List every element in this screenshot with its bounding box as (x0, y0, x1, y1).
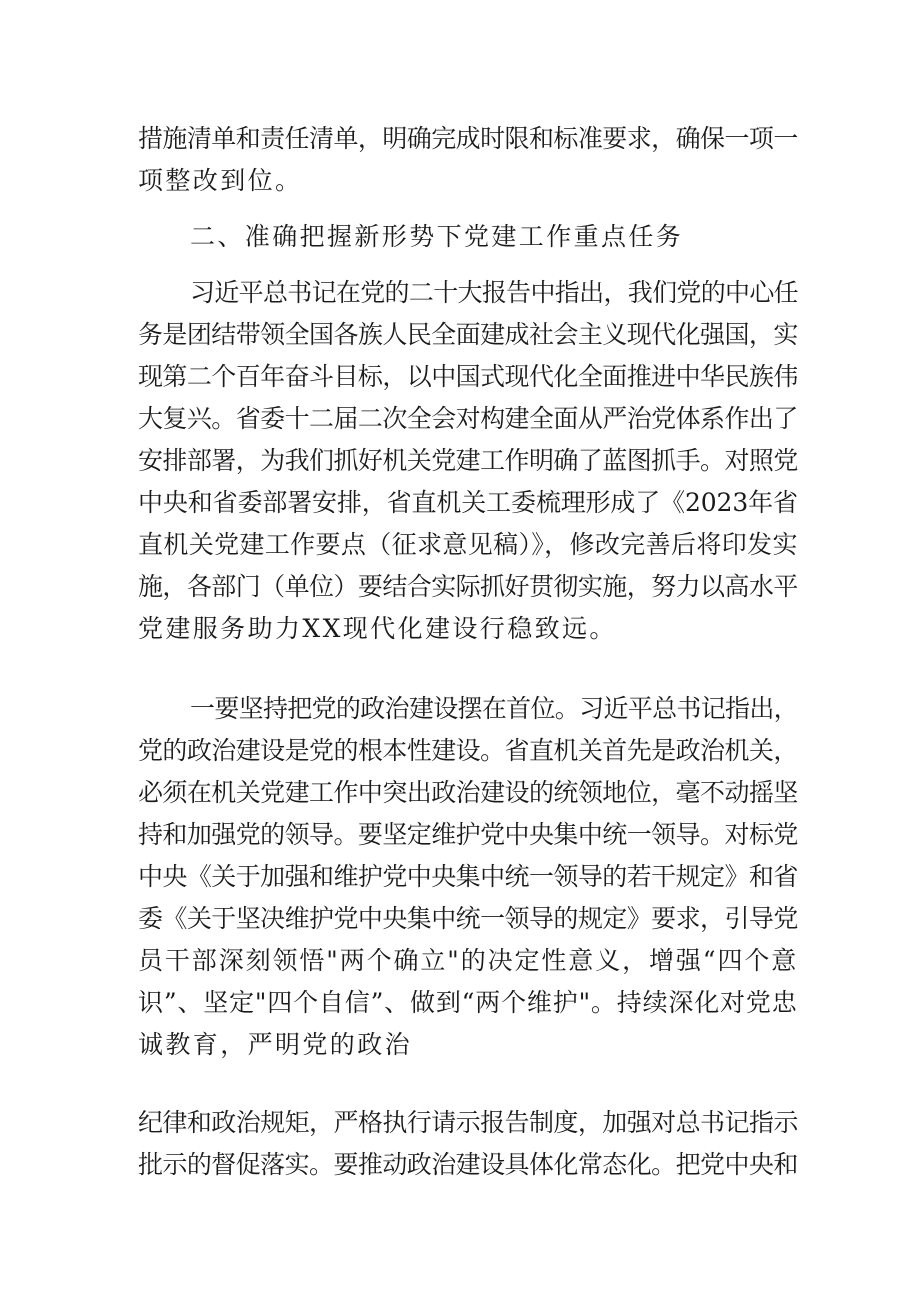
text-line: 纪律和政治规矩，严格执行请示报告制度，加强对总书记指示 (138, 1108, 798, 1137)
text-line: 员干部深刻领悟"两个确立"的决定性意义，增强“四个意 (138, 946, 799, 975)
text-line: 直机关党建工作要点（征求意见稿）》，修改完善后将印发实 (138, 530, 798, 559)
text-line: 党建服务助力XX现代化建设行稳致远。 (138, 614, 617, 643)
section-heading-text: 二、准确把握新形势下党建工作重点任务 (190, 222, 684, 251)
text-line: 中央和省委部署安排，省直机关工委梳理形成了《2023年省 (138, 488, 798, 517)
paragraph-continuation (138, 118, 798, 202)
text-line: 识”、坚定"四个自信”、做到“两个维护"。持续深化对党忠 (138, 988, 798, 1017)
text-line: 党的政治建设是党的根本性建设。省直机关首先是政治机关， (138, 736, 798, 765)
text-line: 习近平总书记在党的二十大报告中指出，我们党的中心任 (190, 278, 799, 307)
text-line: 施，各部门（单位）要结合实际抓好贯彻实施，努力以高水平 (138, 572, 798, 601)
text-line: 一要坚持把党的政治建设摆在首位。习近平总书记指出， (190, 694, 799, 723)
text-line: 诚教育，严明党的政治 (138, 1030, 413, 1059)
paragraph-political-building (138, 688, 798, 1066)
text-line: 大复兴。省委十二届二次全会对构建全面从严治党体系作出了 (138, 404, 798, 433)
text-line: 批示的督促落实。要推动政治建设具体化常态化。把党中央和 (138, 1150, 798, 1179)
text-line: 措施清单和责任清单，明确完成时限和标准要求，确保一项一 (138, 124, 798, 153)
paragraph-continuation-next (138, 1102, 798, 1186)
text-line: 必须在机关党建工作中突出政治建设的统领地位，毫不动摇坚 (138, 778, 798, 807)
text-line: 务是团结带领全国各族人民全面建成社会主义现代化强国，实 (138, 320, 798, 349)
text-line: 持和加强党的领导。要坚定维护党中央集中统一领导。对标党 (138, 820, 798, 849)
text-line: 中央《关于加强和维护党中央集中统一领导的若干规定》和省 (138, 862, 798, 891)
paragraph-intro (138, 272, 798, 650)
text-line: 项整改到位。 (138, 166, 303, 195)
section-heading (138, 216, 798, 258)
text-line: 现第二个百年奋斗目标，以中国式现代化全面推进中华民族伟 (138, 362, 798, 391)
text-line: 委《关于坚决维护党中央集中统一领导的规定》要求，引导党 (138, 904, 798, 933)
text-line: 安排部署，为我们抓好机关党建工作明确了蓝图抓手。对照党 (138, 446, 798, 475)
